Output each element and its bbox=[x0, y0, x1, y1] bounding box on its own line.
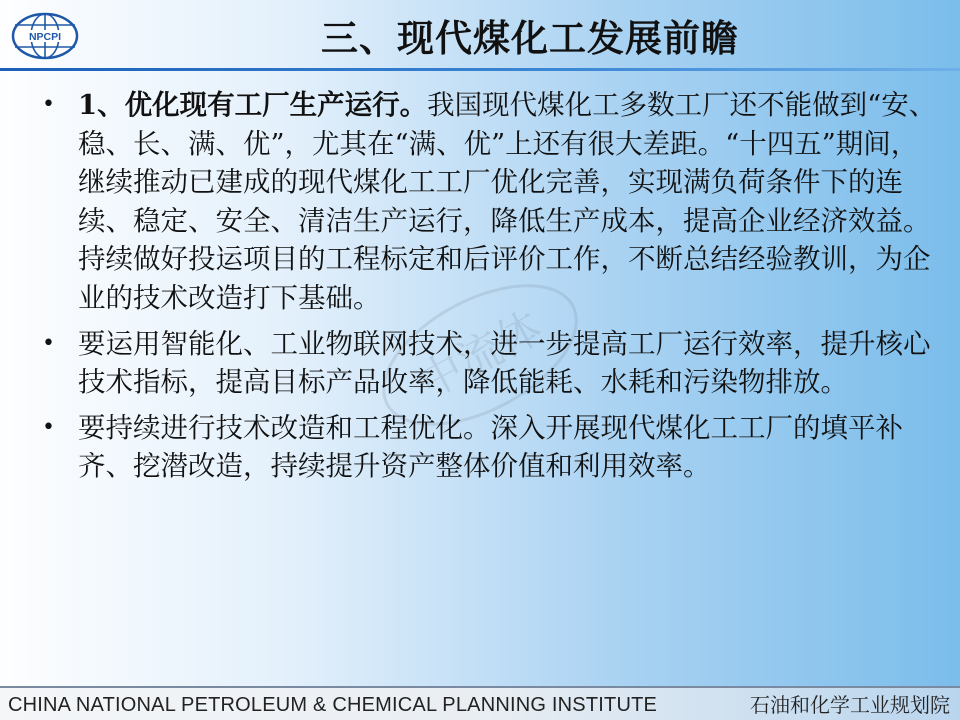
footer-bar bbox=[0, 688, 960, 720]
bullet-text: 要持续进行技术改造和工程优化。深入开展现代煤化工工厂的填平补齐、挖潜改造，持续提升资产整体价值和利用效率。 bbox=[78, 411, 903, 483]
footer-institute-chinese: 石油和化学工业规划院 bbox=[750, 693, 950, 717]
bullet-item-1 bbox=[38, 86, 938, 318]
bullet-heading: 1、优化现有工厂生产运行。 bbox=[78, 89, 428, 121]
footer-institute-english: CHINA NATIONAL PETROLEUM & CHEMICAL PLANNING INSTITUTE bbox=[8, 694, 658, 716]
bullet-text: 要运用智能化、工业物联网技术，进一步提高工厂运行效率，提升核心技术指标，提高目标产品收率，降低能耗、水耗和污染物排放。 bbox=[78, 327, 931, 399]
bullet-item-3 bbox=[38, 409, 938, 486]
bullet-dot: • bbox=[42, 414, 55, 440]
header-divider bbox=[0, 68, 960, 71]
bullet-text: 我国现代煤化工多数工厂还不能做到“安、稳、长、满、优”，尤其在“满、优”上还有很大差距。“十四五”期间，继续推动已建成的现代煤化工工厂优化完善，实现满负荷条件下的连续、稳定、安全、清洁生产运行，降低生产成本，提高企业经济效益。持续做好投运项目的工程标定和后评价工作，不断总结经验教训，为企业的技术改造打下基础。 bbox=[78, 89, 937, 314]
bullet-dot: • bbox=[42, 330, 55, 356]
logo-text: NPCPI bbox=[28, 31, 62, 43]
bullet-list bbox=[38, 86, 938, 493]
bullet-dot: • bbox=[42, 92, 55, 117]
bullet-item-2 bbox=[38, 325, 938, 402]
watermark-text: 中流体 bbox=[409, 301, 551, 409]
slide-title: 三、现代煤化工发展前瞻 bbox=[321, 16, 739, 60]
